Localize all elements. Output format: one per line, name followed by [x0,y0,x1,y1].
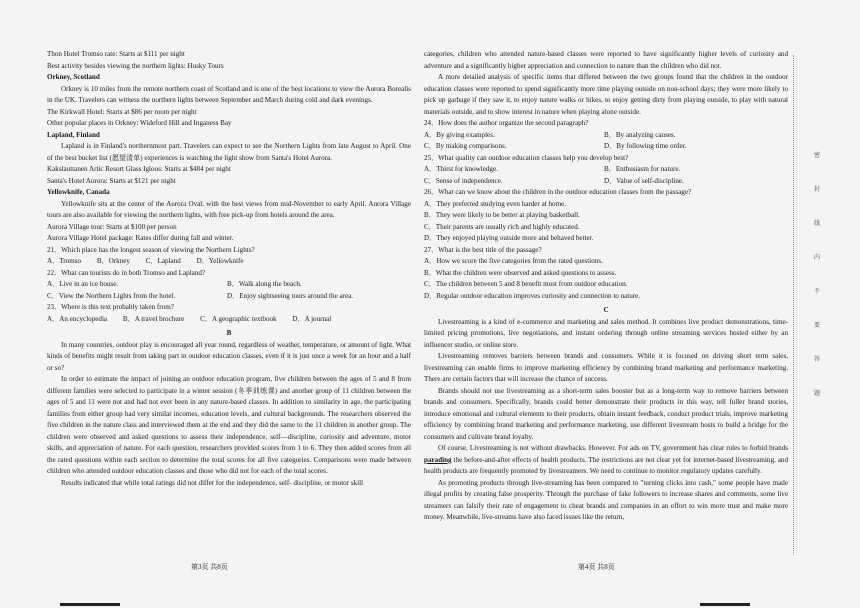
option-d: D．Yellowknife [196,257,244,265]
margin-char: 内 [813,255,820,261]
option-c: C．Lapland [145,257,181,265]
margin-char: 题 [813,391,820,397]
page-number-right: 第4页 共8页 [578,563,615,571]
passage-c-para-5: As promoting products through live-streaming has been compared to "turning clicks into cash," some people have made illegal profits by creating false prosperity. Through the purchase of fake followers to increase shares and comments, some live streamers can falsify their rate of engagement to cheat brands and companies in an effort to win more trust and make more money. Meanwhile, live-streams have also faced issues like the return, [424,478,788,521]
right-column [424,49,788,524]
option-b: B．What the children were observed and asked questions to assess. [424,268,617,277]
question-27: 27．What is the best title of the passage? [424,245,542,254]
option-c: C．View the Northern Lights from the hotel. [47,291,176,300]
passage-c-para-3: Brands should not use livestreaming as a short-term sales booster but as a long-term way to remove barriers between brands and consumers. Specifically, brands could better demonstrate their products in this way, tell fuller brand stories, introduce emotional and cultural elements to their products, obtain instant feedback, conduct product trials, improve marketing efficiency by combining brand marketing and performance marketing, use different livestream hosts to build a bridge for the consumers and cultivate brand loyalty. [424,386,788,441]
binding-margin-notice [812,150,822,422]
option-d: D．They enjoyed playing outside more and behaved better. [424,234,594,242]
question-22-options-row1 [47,279,411,291]
tromso-activity: Best activity besides viewing the northern lights: Husky Tours [47,61,224,70]
option-a: A．An encyclopedia [47,314,108,323]
passage-b-para-3-cont: categories, children who attended nature-based classes were reported to have significantly higher levels of curiosity and adventure and a significantly higher appreciation and connection to nature than the children who did not. [424,50,788,70]
para-orkney: Orkney is 10 miles from the remote northern coast of Scotland and is one of the best locations to view the Aurora Borealis in the UK. Travelers can witness the northern lights between September and March during cold and dark evenings. [47,84,411,104]
option-c: C．Their parents are usually rich and highly educated. [424,222,580,231]
left-column [47,49,411,489]
question-24: 24．How does the author organize the second paragraph? [424,119,589,127]
heading-lapland: Lapland, Finland [47,130,100,139]
option-a: A．How we score the five categories from the rated questions. [424,257,603,265]
igloo-rate: Kakslauttanen Artic Resort Glass Igloos: Starts at $484 per night [47,165,231,173]
passage-c-para-1: Livestreaming is a kind of e-commerce and marketing and sales method. It combines live product demonstrations, time-limited pricing promotions, live negotiations, and instant ordering through online streaming services hosted either by an influencer studio, or online store. [424,317,788,349]
passage-c-para-4 [424,443,788,478]
para-yellowknife: Yellowknife sits at the center of the Aurora Oval, with the best views from mid-November to early April. Aurora Village tours are also available for viewing the northern lights, with free pick-up from hotels around the area. [47,199,411,219]
option-a: A．Tromso [47,257,82,265]
question-21-options [47,256,411,268]
aurora-hotel-package: Aurora Village Hotel package: Rates differ during fall and winter. [47,234,234,242]
section-b-heading: B [226,329,232,337]
option-c: C．A geographic textbook [200,314,277,323]
question-25-options-row1 [424,164,788,176]
para-lapland: Lapland is in Finland's northernmost part. Travelers can expect to see the Northern Lights from late August to April. One of the best bucket list (愿望清单) experiences is watching the light show from Santa's Hotel Aurora. [47,142,411,162]
question-21: 21．Which place has the longest season of viewing the Northern Lights? [47,245,255,254]
option-d: D．By following time order. [604,142,687,150]
heading-yellowknife: Yellowknife, Canada [47,188,110,196]
santa-hotel-rate: Santa's Hotel Aurora: Starts at $121 per night [47,176,176,185]
underlined-word: parading [424,455,452,464]
tromso-rate: Thon Hotel Tromso rate: Starts at $111 per night [47,50,185,58]
option-b: B．Enthusiasm for nature. [604,165,681,173]
scan-edge-mark [700,603,750,606]
option-b: B．By analyzing causes. [604,130,676,139]
passage-c-para-2: Livestreaming removes barriers between brands and consumers. While it is focused on driving short term sales, livestreaming can enable firms to improve marketing efficiency by combining brand marketing and performance marketing. There are certain factors that will increase the chance of success. [424,352,788,383]
option-c: C．Sense of independence. [424,176,503,185]
option-b: B．Orkney [96,257,130,265]
option-d: D．A journal [292,314,332,323]
question-23: 23．Where is this text probably taken from? [47,303,174,311]
passage-b-para-2: In order to estimate the impact of joining an outdoor education program, five children between the ages of 5 and 8 from different families were selected to participate in a winter session (冬季训练课) and another group of 11 children between the ages of 5 and 11 were not and had not ever been in any nature-based classes. In addition to similarity in age, the participating families from either group had very similar incomes, education levels, and cultural backgrounds. The researchers observed the five children in the nature class and interviewed them at the end and they did the same to the 11 children in another group. The children were observed and asked questions to assess their independence, self—discipline, curiosity and adventure, motor skills, and appreciation of nature. For each question, researchers provided scores from 1 to 6. They then added scores from all the rated questions within each section to determine the total scores for all five categories. Comparisons were made between children who attended outdoor education classes and those who did not for each of the total scores. [47,375,411,475]
option-d: D．Regular outdoor education improves curiosity and connection to nature. [424,291,641,300]
passage-b-para-1: In many countries, outdoor play is encouraged all year round, regardless of weather, temperature, or amount of light. What kinds of benefits might result from taking part in outdoor education classes, even if it is just once a week for an hour and a half or so? [47,340,411,372]
margin-char: 答 [813,357,820,363]
option-b: B．Walk along the beach. [227,280,302,288]
question-22: 22．What can tourists do in both Tromso and Lapland? [47,268,206,277]
option-c: C．The children between 5 and 8 benefit most from outdoor education. [424,280,628,288]
question-24-options-row2 [424,141,788,153]
option-a: A．Thirst for knowledge. [424,165,498,173]
option-d: D．Enjoy sightseeing tours around the area. [227,291,354,300]
passage-b-para-4: A more detailed analysis of specific items that differed between the two groups found that the children in the outdoor education classes were reported to spend significantly more time playing outside on non-school days; they were more likely to pick up garbage if they saw it, to enjoy nature walks or hikes, to enjoy getting dirty from playing outside, to play with natural materials outside, and to show interest in nature when playing alone outside. [424,73,788,116]
page-number-left: 第3页 共8页 [191,563,228,571]
question-26: 26．What can we know about the children in the outdoor education classes from the passage? [424,188,692,196]
margin-char: 线 [813,221,820,227]
question-25: 25．What quality can outdoor education classes help you develop best? [424,153,629,162]
option-d: D．Value of self-discipline. [604,176,684,185]
passage-b-para-3: Results indicated that while total ratings did not differ for the independence, self- discipline, or motor skill [61,478,364,487]
kirkwall-rate: The Kirkwall Hotel: Starts at $86 per room per night [47,107,197,116]
option-a: A．They preferred studying even harder at home. [424,199,567,208]
para-4-start: Of course, Livestreaming is not without drawbacks. However. For ads on TV, government has clear rules to forbid brands [438,444,788,452]
question-22-options-row2 [47,291,411,303]
section-c-heading: C [603,306,609,314]
scan-edge-mark [60,603,120,606]
option-c: C．By making comparisons. [424,142,507,150]
option-a: A．Live in an ice house. [47,280,119,288]
para-4-end: the before-and-after effects of health products. The restrictions are not clear yet for internet-based livestreaming, and health products are frequently promoted by livestreamers. We need to continue to monitor regulatory updates carefully. [424,455,788,475]
question-24-options-row1 [424,130,788,142]
binding-line [793,55,796,555]
margin-char: 封 [813,187,820,193]
margin-char: 不 [813,289,820,295]
margin-char: 密 [813,153,820,159]
heading-orkney: Orkney, Scotland [47,73,100,81]
question-23-options [47,314,411,326]
orkney-places: Other popular places in Orkney: Wideford Hill and Inganess Bay [47,119,232,127]
aurora-tour-rate: Aurora Village tour: Starts at $100 per person [47,222,177,231]
option-b: B．A travel brochure [122,314,185,323]
margin-char: 要 [813,323,820,329]
option-a: A．By giving examples. [424,130,495,139]
option-b: B．They were likely to be better at playing basketball. [424,211,580,219]
question-25-options-row2 [424,176,788,188]
